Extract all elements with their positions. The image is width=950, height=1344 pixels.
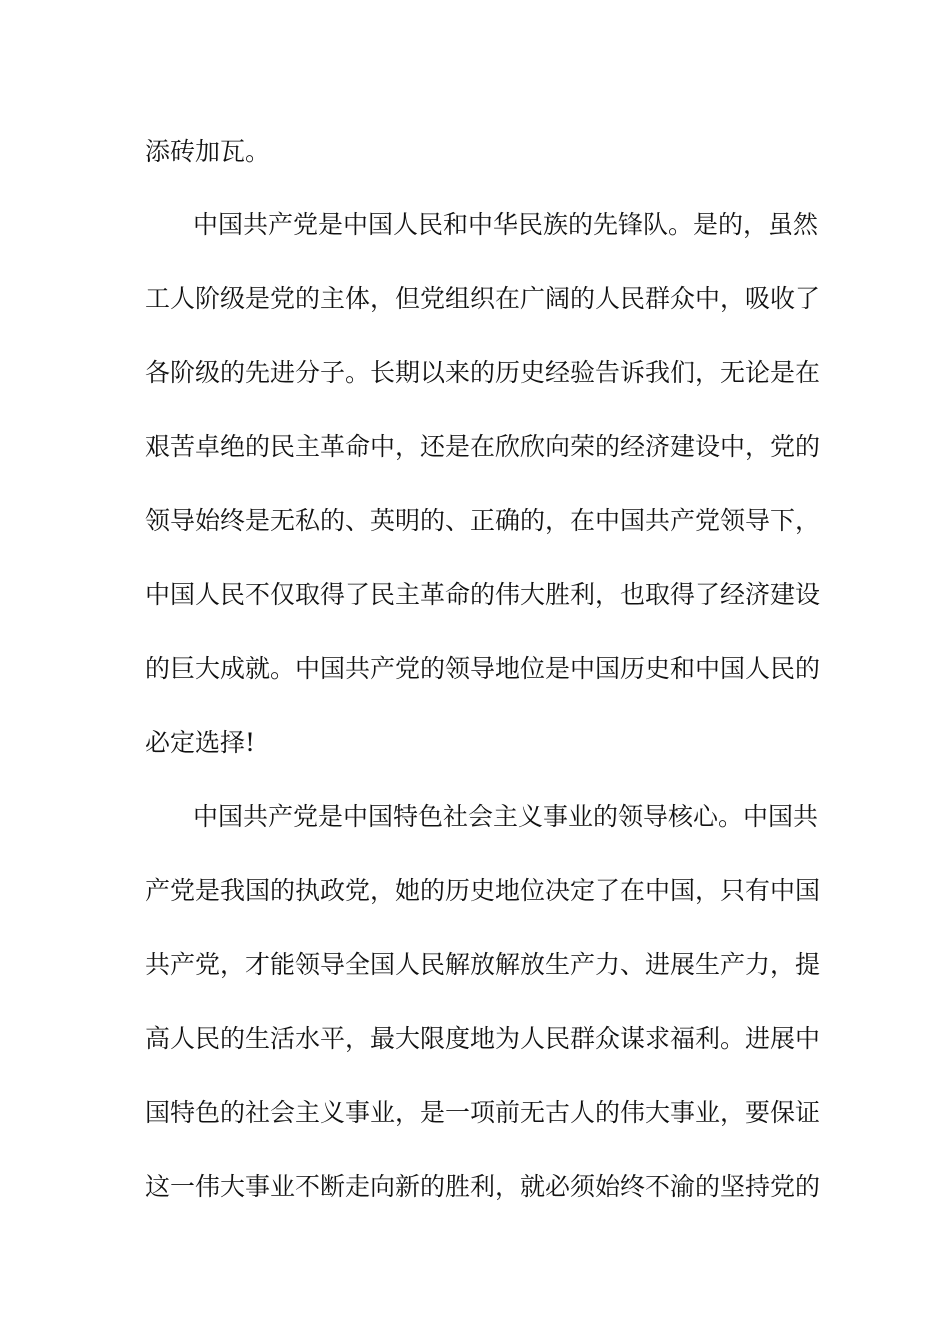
text-line: 工人阶级是党的主体，但党组织在广阔的人民群众中，吸收了 <box>145 284 821 313</box>
text-line: 领导始终是无私的、英明的、正确的，在中国共产党领导下， <box>145 506 821 535</box>
text-line: 必定选择! <box>145 728 256 757</box>
paragraph-first-line: 中国共产党是中国特色社会主义事业的领导核心。中国共 <box>193 802 819 831</box>
text-line: 这一伟大事业不断走向新的胜利，就必须始终不渝的坚持党的 <box>145 1172 821 1201</box>
text-line: 添砖加瓦。 <box>145 137 271 166</box>
text-line: 中国人民不仅取得了民主革命的伟大胜利，也取得了经济建设 <box>145 580 821 609</box>
text-line: 艰苦卓绝的民主革命中，还是在欣欣向荣的经济建设中，党的 <box>145 432 821 461</box>
text-line: 产党是我国的执政党，她的历史地位决定了在中国，只有中国 <box>145 876 821 905</box>
text-line: 各阶级的先进分子。长期以来的历史经验告诉我们，无论是在 <box>145 358 821 387</box>
text-line: 共产党，才能领导全国人民解放解放生产力、进展生产力，提 <box>145 950 821 979</box>
text-line: 国特色的社会主义事业，是一项前无古人的伟大事业，要保证 <box>145 1098 821 1127</box>
text-line: 高人民的生活水平，最大限度地为人民群众谋求福利。进展中 <box>145 1024 821 1053</box>
paragraph-first-line: 中国共产党是中国人民和中华民族的先锋队。是的，虽然 <box>193 210 819 239</box>
text-line: 的巨大成就。中国共产党的领导地位是中国历史和中国人民的 <box>145 654 821 683</box>
